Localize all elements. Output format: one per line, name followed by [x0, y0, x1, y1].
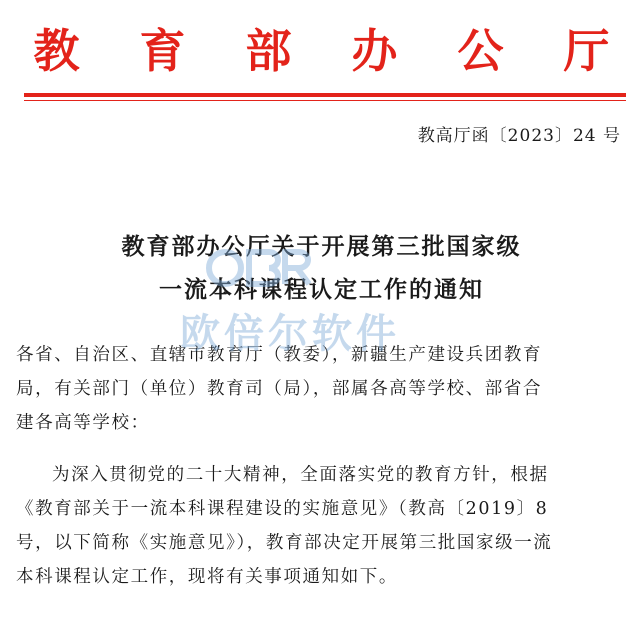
recipients-paragraph — [16, 338, 628, 440]
letterhead-rule-thin — [24, 100, 626, 101]
body-line: 为深入贯彻党的二十大精神，全面落实党的教育方针，根据 — [52, 465, 549, 485]
letterhead — [0, 16, 643, 80]
document-title-line-1: 教育部办公厅关于开展第三批国家级 — [121, 234, 522, 260]
body-paragraph — [16, 458, 628, 594]
letterhead-org-name: 教 育 部 办 公 厅 — [33, 24, 632, 78]
body-line: 本科课程认定工作，现将有关事项通知如下。 — [16, 567, 398, 587]
watermark-text: 欧倍尔软件 — [180, 311, 400, 357]
recipients-line: 局，有关部门（单位）教育司（局），部属各高等学校、部省合 — [16, 379, 543, 399]
body-line: 号，以下简称《实施意见》），教育部决定开展第三批国家级一流 — [16, 533, 553, 553]
document-number: 教高厅函〔2023〕24 号 — [417, 126, 621, 146]
recipients-line: 建各高等学校： — [16, 413, 150, 433]
body-line: 《教育部关于一流本科课程建设的实施意见》（教高〔2019〕8 — [16, 499, 549, 519]
letterhead-rule-thick — [24, 93, 626, 97]
document-title-line-2: 一流本科课程认定工作的通知 — [159, 277, 484, 303]
recipients-line: 各省、自治区、直辖市教育厅（教委），新疆生产建设兵团教育 — [16, 345, 543, 365]
